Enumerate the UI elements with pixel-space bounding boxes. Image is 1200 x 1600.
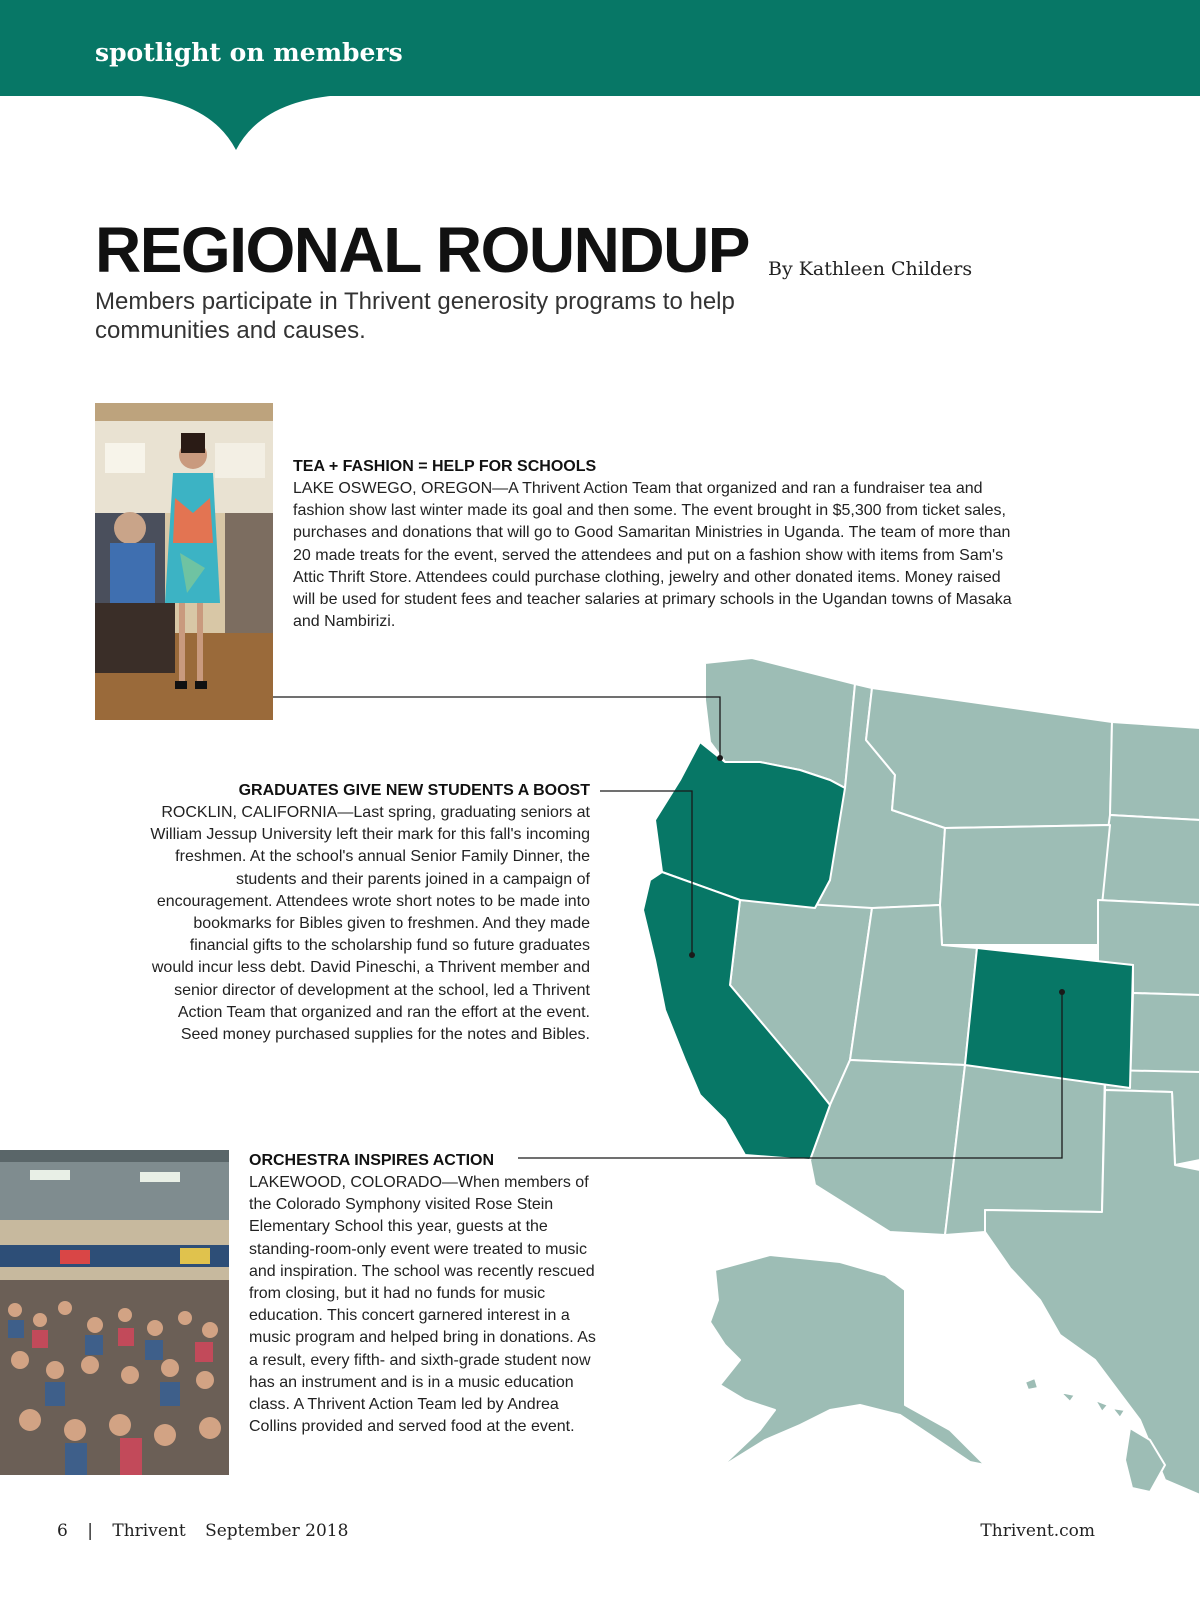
story-graduates [150,780,590,1046]
story-heading: ORCHESTRA INSPIRES ACTION [249,1152,495,1169]
callout-dot-oregon [717,755,723,761]
section-label: spotlight on members [95,38,403,67]
callout-dot-colorado [1059,989,1065,995]
story-orchestra [249,1150,609,1438]
story-body: LAKEWOOD, COLORADO—When members of the Colorado Symphony visited Rose Stein Elementary School this year, guests at the standing-room-only event were treated to music and inspiration. The school was recently rescued from closing, but it had no funds for music education. This concert garnered interest in a music program and helped bring in donations. As a result, every fifth- and sixth-grade student now has an instrument and is in a music education class. A Thrivent Action Team led by Andrea Collins provided and served food at the event. [249,1174,596,1436]
story-heading: TEA + FASHION = HELP FOR SCHOOLS [293,458,597,475]
map-state-south-dakota [1098,815,1200,905]
article-subtitle: Members participate in Thrivent generosity programs to help communities and causes. [95,288,735,344]
map-state-alaska [710,1255,985,1468]
article-byline: By Kathleen Childers [768,258,973,280]
photo-orchestra-concert [0,1150,229,1475]
map-state-new-mexico [945,1065,1105,1235]
publication-name: Thrivent [112,1521,186,1541]
issue-date: September 2018 [205,1521,349,1541]
story-body: ROCKLIN, CALIFORNIA—Last spring, graduating seniors at William Jessup University left their mark for this fall's incoming freshmen. At the school's annual Senior Family Dinner, the students and their parents joined in a campaign of encouragement. Attendees wrote short notes to be made into bookmarks for Bibles given to freshmen. And they made financial gifts to the scholarship fund so future graduates would incur less debt. David Pineschi, a Thrivent member and senior director of development at the school, led a Thrivent Action Team that organized and ran the effort at the event. Seed money purchased supplies for the notes and Bibles. [150,804,590,1044]
story-heading: GRADUATES GIVE NEW STUDENTS A BOOST [238,782,590,799]
footer-separator: | [87,1521,93,1541]
page-number: 6 [57,1521,68,1541]
map-state-wyoming [940,825,1110,945]
photo-fashion-show [95,403,273,720]
map-state-colorado [965,948,1133,1088]
article-title: REGIONAL ROUNDUP [95,214,749,286]
callout-line-oregon [273,697,720,758]
callout-dot-california [689,952,695,958]
map-state-montana [866,688,1112,828]
story-tea-fashion [293,456,1023,633]
website-link[interactable]: Thrivent.com [980,1521,1095,1541]
story-body: LAKE OSWEGO, OREGON—A Thrivent Action Team that organized and ran a fundraiser tea and fashion show last winter made its goal and then some. The event brought in $5,300 from ticket sales, purchases and donations that will go to Good Samaritan Ministries in Uganda. The team of more than 20 made treats for the event, served the attendees and put on a fashion show with items from Sam's Attic Thrift Store. Attendees could purchase clothing, jewelry and other donated items. Money raised will be used for student fees and teacher salaries at primary schools in the Ugandan towns of Masaka and Nambirizi. [293,480,1012,631]
map-state-north-dakota [1110,722,1200,820]
page-footer [57,1521,362,1541]
